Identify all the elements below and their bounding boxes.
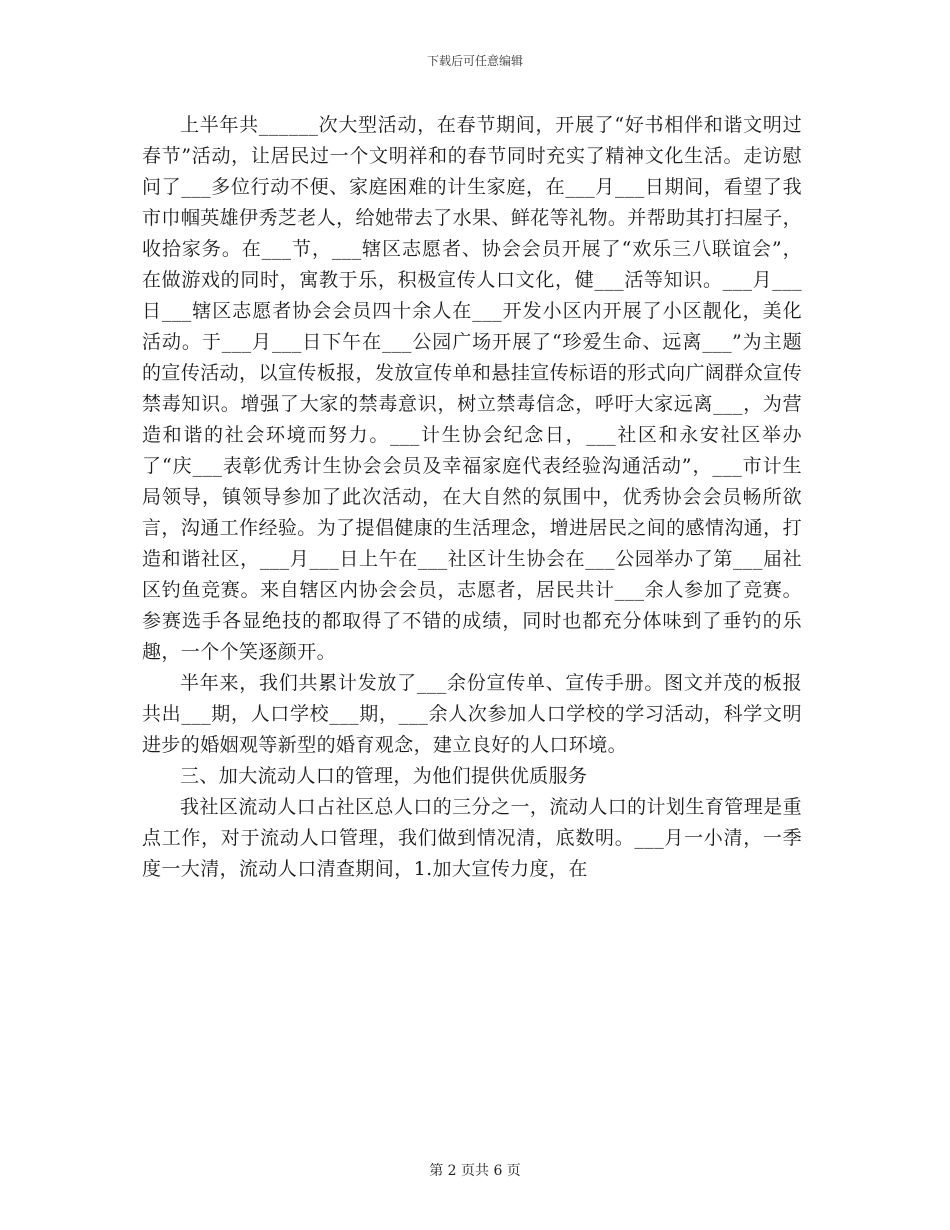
document-body [142, 110, 802, 885]
page-footer: 第 2 页共 6 页 [429, 1163, 521, 1179]
paragraph-publicity: 半年来，我们共累计发放了___余份宣传单、宣传手册。图文并茂的板报共出___期，人口学校___期，___余人次参加人口学校的学习活动，科学文明进步的婚姻观等新型的婚育观念，建立良好的人口环境。 [142, 672, 802, 756]
section-heading-floating-population: 三、加大流动人口的管理，为他们提供优质服务 [180, 765, 588, 787]
paragraph-activities: 上半年共______次大型活动，在春节期间，开展了“好书相伴和谐文明过春节”活动，让居民过一个文明祥和的春节同时充实了精神文化生活。走访慰问了___多位行动不便、家庭困难的计生家庭，在___月___日期间，看望了我市巾帼英雄伊秀芝老人，给她带去了水果、鲜花等礼物。并帮助其打扫屋子，收拾家务。在___节，___辖区志愿者、协会会员开展了“欢乐三八联谊会”，在做游戏的同时，寓教于乐，积极宣传人口文化，健___活等知识。___月___日___辖区志愿者协会会员四十余人在___开发小区内开展了小区靓化，美化活动。于___月___日下午在___公园广场开展了“珍爱生命、远离___”为主题的宣传活动，以宣传板报，发放宣传单和悬挂宣传标语的形式向广阔群众宣传禁毒知识。增强了大家的禁毒意识，树立禁毒信念，呼吁大家远离___，为营造和谐的社会环境而努力。___计生协会纪念日，___社区和永安社区举办了“庆___表彰优秀计生协会会员及幸福家庭代表经验沟通活动”，___市计生局领导，镇领导参加了此次活动，在大自然的氛围中，优秀协会会员畅所欲言，沟通工作经验。为了提倡健康的生活理念，增进居民之间的感情沟通，打造和谐社区，___月___日上午在___社区计生协会在___公园举办了第___届社区钓鱼竞赛。来自辖区内协会会员，志愿者，居民共计___余人参加了竞赛。参赛选手各显绝技的都取得了不错的成绩，同时也都充分体味到了垂钓的乐趣，一个个笑逐颜开。 [142, 114, 802, 663]
paragraph-floating-population: 我社区流动人口占社区总人口的三分之一，流动人口的计划生育管理是重点工作，对于流动人口管理，我们做到情况清，底数明。___月一小清，一季度一大清，流动人口清查期间，1.加大宣传力度，在 [142, 796, 802, 880]
page-header: 下载后可任意编辑 [426, 54, 523, 68]
